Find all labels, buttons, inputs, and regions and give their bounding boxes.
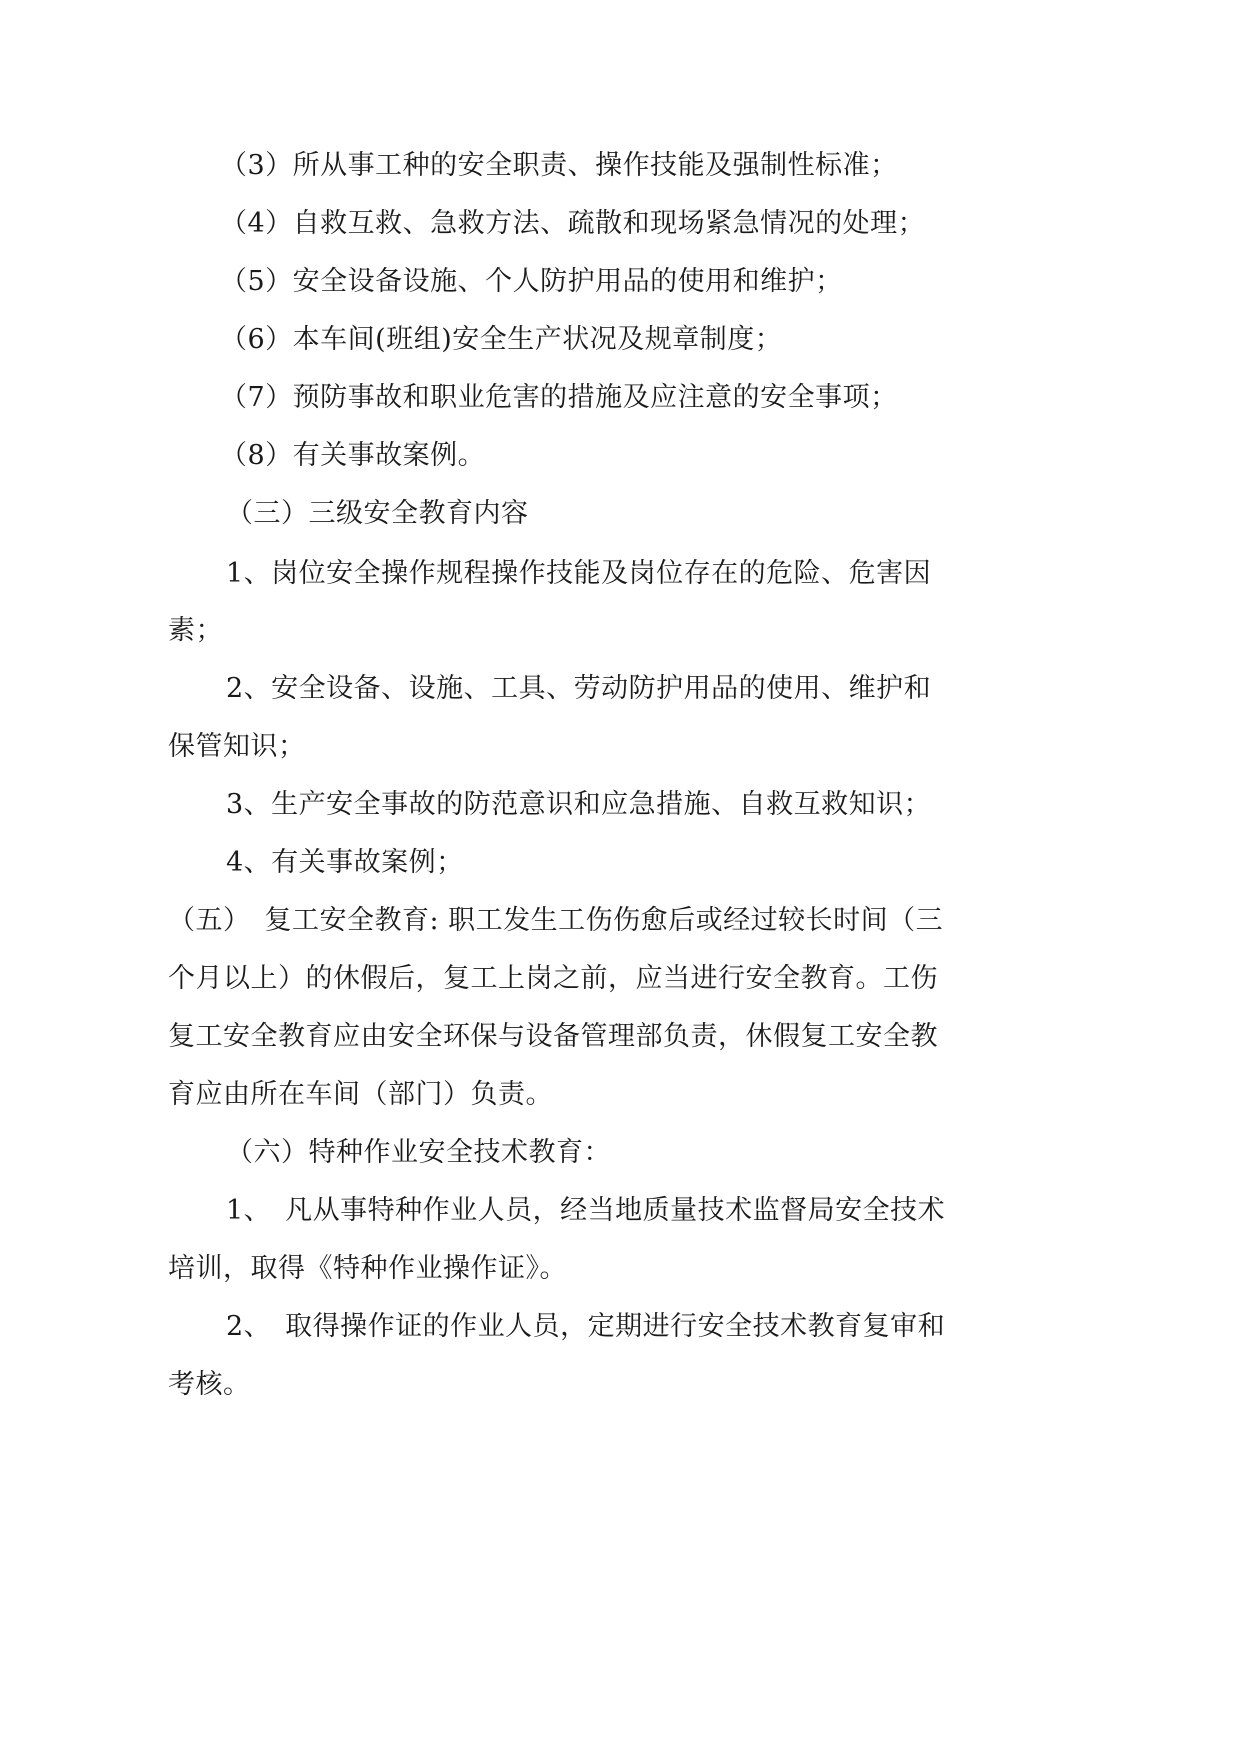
paragraph-line: 个月以上）的休假后，复工上岗之前，应当进行安全教育。工伤 <box>168 963 938 994</box>
list-item-4: （4）自救互救、急救方法、疏散和现场紧急情况的处理； <box>220 208 926 239</box>
list-item-7: （7）预防事故和职业危害的措施及应注意的安全事项； <box>220 382 898 413</box>
paragraph-line: 育应由所在车间（部门）负责。 <box>168 1079 553 1110</box>
paragraph-line: 培训，取得《特种作业操作证》。 <box>168 1253 567 1284</box>
paragraph-line: 1、 凡从事特种作业人员，经当地质量技术监督局安全技术 <box>226 1195 946 1226</box>
paragraph-line: 保管知识； <box>168 731 306 762</box>
section-heading-6: （六）特种作业安全技术教育： <box>226 1137 611 1168</box>
paragraph-line: 复工安全教育应由安全环保与设备管理部负责，休假复工安全教 <box>168 1021 938 1052</box>
paragraph-line: 2、 取得操作证的作业人员，定期进行安全技术教育复审和 <box>226 1311 946 1342</box>
list-item-5: （5）安全设备设施、个人防护用品的使用和维护； <box>220 266 843 297</box>
paragraph-line: 考核。 <box>168 1369 251 1400</box>
paragraph-line: 4、有关事故案例； <box>226 847 464 878</box>
paragraph-line: 2、安全设备、设施、工具、劳动防护用品的使用、维护和 <box>226 673 932 704</box>
list-item-6: （6）本车间(班组)安全生产状况及规章制度； <box>220 324 783 355</box>
paragraph-line: 1、岗位安全操作规程操作技能及岗位存在的危险、危害因 <box>226 558 932 589</box>
list-item-3: （3）所从事工种的安全职责、操作技能及强制性标准； <box>220 150 898 181</box>
section-heading-3: （三）三级安全教育内容 <box>226 498 529 529</box>
paragraph-line: 3、生产安全事故的防范意识和应急措施、自救互救知识； <box>226 789 932 820</box>
list-item-8: （8）有关事故案例。 <box>220 440 486 471</box>
paragraph-line: 素； <box>168 615 223 646</box>
section-heading-5: （五） 复工安全教育: 职工发生工伤伤愈后或经过较长时间（三 <box>168 905 944 936</box>
